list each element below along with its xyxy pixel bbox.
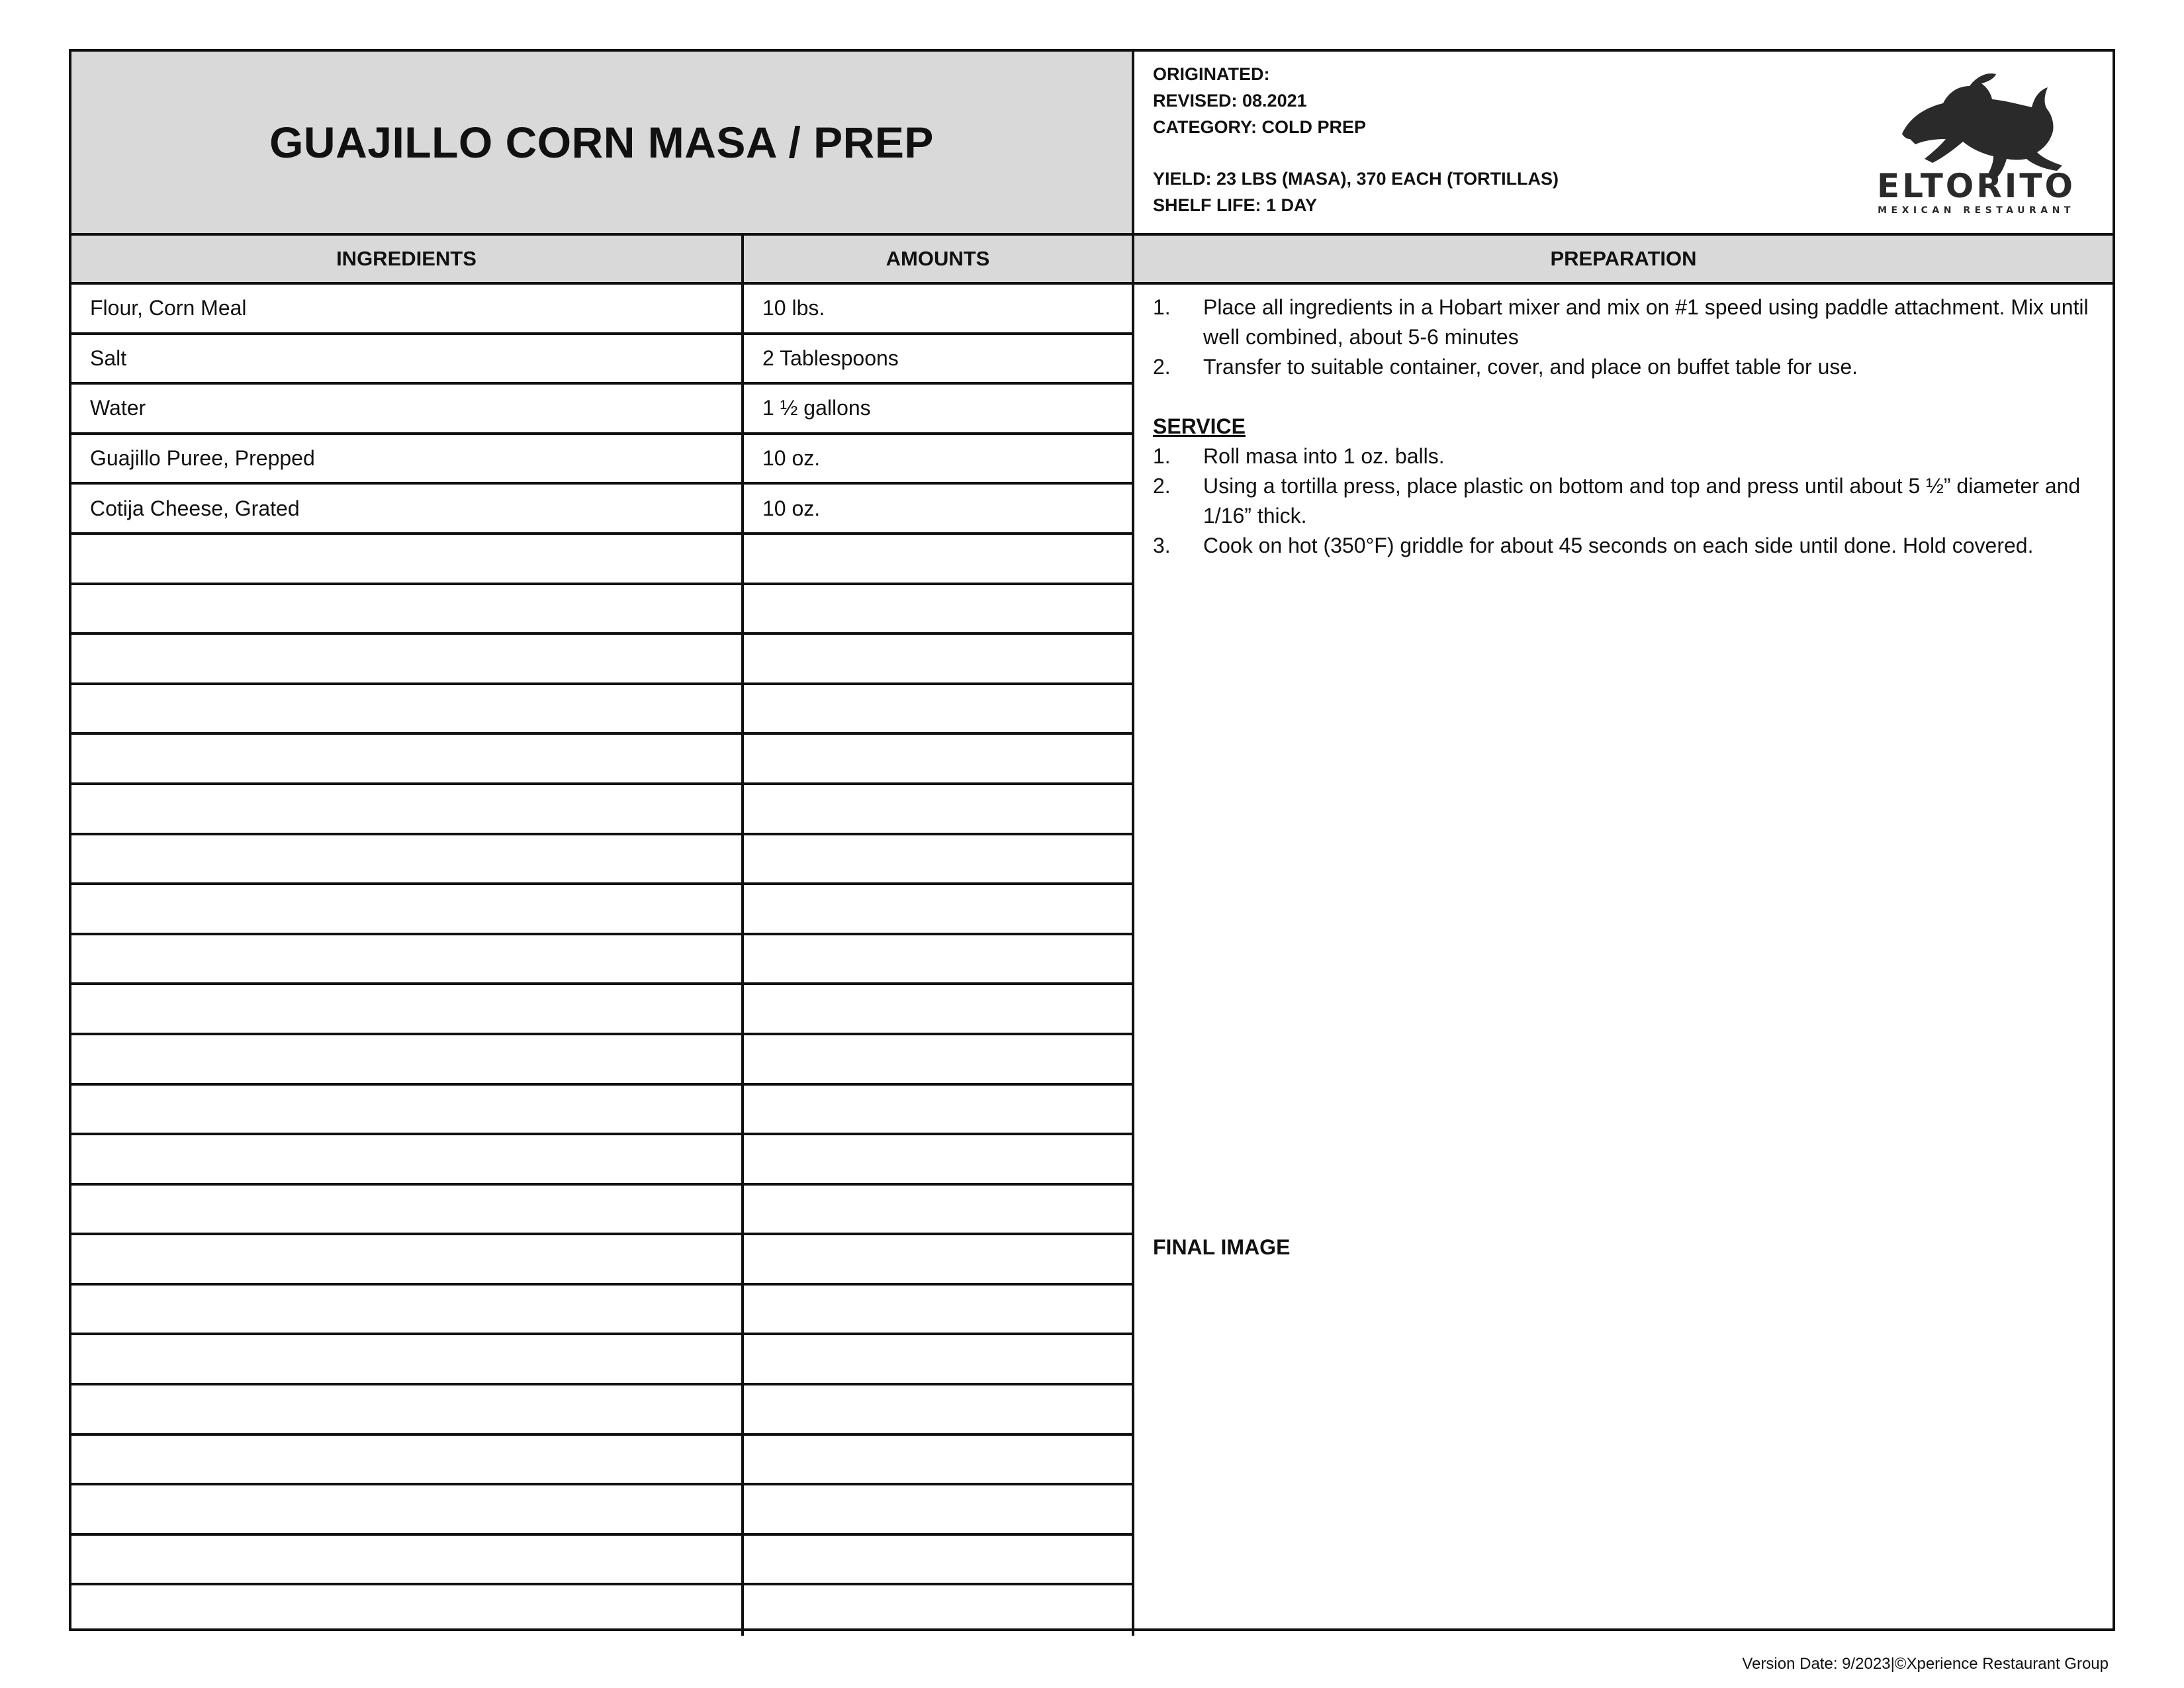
- ingredient-amount: [744, 1135, 1134, 1183]
- ingredients-table: [71, 285, 1134, 1636]
- shelf-life-label: SHELF LIFE: 1 DAY: [1153, 195, 1318, 215]
- preparation-header: PREPARATION: [1134, 236, 2113, 285]
- service-step: [1153, 531, 2093, 561]
- ingredient-name: Salt: [71, 335, 744, 383]
- revised-label: REVISED: 08.2021: [1153, 91, 1307, 111]
- ingredient-name: [71, 1585, 744, 1636]
- table-row: [71, 1186, 1134, 1236]
- table-row: [71, 985, 1134, 1035]
- category-label: CATEGORY: COLD PREP: [1153, 117, 1367, 137]
- table-row: [71, 385, 1134, 435]
- ingredient-amount: 1 ½ gallons: [744, 385, 1134, 432]
- amounts-header: AMOUNTS: [744, 236, 1134, 285]
- ingredient-name: [71, 1436, 744, 1483]
- ingredient-amount: [744, 1436, 1134, 1483]
- ingredient-name: Water: [71, 385, 744, 432]
- ingredient-amount: [744, 585, 1134, 633]
- yield-label: YIELD: 23 LBS (MASA), 370 EACH (TORTILLAS): [1153, 169, 1559, 189]
- step-text: Transfer to suitable container, cover, and place on buffet table for use.: [1203, 355, 1858, 379]
- step-text: Cook on hot (350°F) griddle for about 45 seconds on each side until done. Hold covered.: [1203, 534, 2034, 557]
- ingredient-name: [71, 935, 744, 983]
- table-row: [71, 785, 1134, 835]
- ingredient-name: [71, 1086, 744, 1133]
- logo-wordmark: ELTORITO: [1876, 167, 2076, 205]
- bull-icon: [1902, 73, 2062, 180]
- logo-tagline: MEXICAN RESTAURANT: [1878, 205, 2075, 216]
- ingredient-name: [71, 685, 744, 733]
- ingredient-amount: [744, 785, 1134, 833]
- table-row: [71, 1335, 1134, 1385]
- table-row: [71, 1235, 1134, 1286]
- recipe-title: GUAJILLO CORN MASA / PREP: [269, 118, 934, 167]
- ingredient-amount: 10 oz.: [744, 435, 1134, 483]
- ingredient-name: Cotija Cheese, Grated: [71, 485, 744, 532]
- ingredient-name: [71, 585, 744, 633]
- table-row: [71, 1286, 1134, 1336]
- ingredient-amount: [744, 635, 1134, 682]
- ingredient-amount: [744, 1235, 1134, 1283]
- ingredient-amount: [744, 985, 1134, 1033]
- table-row: [71, 1086, 1134, 1136]
- preparation-panel: [1134, 285, 2113, 1628]
- ingredient-name: [71, 635, 744, 682]
- table-row: [71, 885, 1134, 935]
- table-row: [71, 1536, 1134, 1586]
- service-steps: [1153, 442, 2093, 561]
- ingredient-name: [71, 885, 744, 933]
- ingredient-name: [71, 835, 744, 883]
- step-text: Using a tortilla press, place plastic on bottom and top and press until about 5 ½” diameter and 1/16” thick.: [1203, 474, 2081, 528]
- version-footer: Version Date: 9/2023|©Xperience Restaurant Group: [1742, 1655, 2109, 1673]
- ingredient-amount: [744, 685, 1134, 733]
- ingredient-name: [71, 1035, 744, 1083]
- prep-steps: [1153, 293, 2093, 382]
- el-torito-logo: [1864, 70, 2089, 218]
- table-row: [71, 935, 1134, 986]
- ingredient-amount: [744, 1536, 1134, 1583]
- ingredients-header: INGREDIENTS: [71, 236, 744, 285]
- service-step: [1153, 471, 2093, 531]
- step-number: 1.: [1153, 444, 1171, 468]
- service-step: [1153, 442, 2093, 471]
- table-row: [71, 735, 1134, 785]
- step-number: 2.: [1153, 474, 1171, 498]
- table-row: [71, 1585, 1134, 1636]
- ingredient-name: [71, 535, 744, 583]
- recipe-meta: [1134, 52, 2113, 236]
- table-row: [71, 1485, 1134, 1536]
- table-row: [71, 635, 1134, 685]
- ingredient-name: [71, 1135, 744, 1183]
- ingredient-name: Guajillo Puree, Prepped: [71, 435, 744, 483]
- originated-label: ORIGINATED:: [1153, 64, 1270, 84]
- table-row: [71, 435, 1134, 485]
- table-row: [71, 1436, 1134, 1486]
- ingredient-name: [71, 735, 744, 782]
- ingredient-amount: [744, 1485, 1134, 1533]
- ingredient-amount: 10 oz.: [744, 485, 1134, 532]
- table-row: [71, 585, 1134, 635]
- ingredient-amount: [744, 1585, 1134, 1636]
- ingredient-name: [71, 1536, 744, 1583]
- ingredient-name: Flour, Corn Meal: [71, 285, 744, 332]
- ingredient-name: [71, 1286, 744, 1333]
- ingredient-amount: [744, 1335, 1134, 1383]
- step-number: 3.: [1153, 534, 1171, 557]
- step-number: 2.: [1153, 355, 1171, 379]
- ingredient-name: [71, 1186, 744, 1233]
- ingredient-amount: 2 Tablespoons: [744, 335, 1134, 383]
- ingredient-name: [71, 1335, 744, 1383]
- table-row: [71, 335, 1134, 385]
- ingredient-amount: [744, 1286, 1134, 1333]
- ingredient-name: [71, 1235, 744, 1283]
- table-row: [71, 835, 1134, 886]
- table-row: [71, 485, 1134, 535]
- recipe-card: [69, 49, 2115, 1631]
- ingredient-amount: [744, 1385, 1134, 1433]
- step-text: Place all ingredients in a Hobart mixer and mix on #1 speed using paddle attachment. Mix until well combined, about 5-6 minutes: [1203, 295, 2089, 349]
- ingredient-amount: [744, 1035, 1134, 1083]
- table-row: [71, 1385, 1134, 1436]
- ingredient-name: [71, 985, 744, 1033]
- table-row: [71, 685, 1134, 735]
- ingredient-amount: [744, 735, 1134, 782]
- table-row: [71, 535, 1134, 585]
- step-text: Roll masa into 1 oz. balls.: [1203, 444, 1445, 468]
- table-row: [71, 1035, 1134, 1086]
- ingredient-name: [71, 1385, 744, 1433]
- ingredient-amount: [744, 1186, 1134, 1233]
- ingredient-amount: [744, 1086, 1134, 1133]
- ingredient-amount: [744, 935, 1134, 983]
- ingredient-name: [71, 785, 744, 833]
- prep-step: [1153, 293, 2093, 352]
- ingredient-amount: [744, 835, 1134, 883]
- table-row: [71, 1135, 1134, 1186]
- ingredient-amount: [744, 535, 1134, 583]
- ingredient-amount: [744, 885, 1134, 933]
- prep-step: [1153, 352, 2093, 382]
- final-image-label: FINAL IMAGE: [1153, 1235, 1291, 1259]
- table-row: [71, 285, 1134, 335]
- service-heading: SERVICE: [1153, 414, 1246, 438]
- step-number: 1.: [1153, 295, 1171, 319]
- ingredient-name: [71, 1485, 744, 1533]
- title-cell: [71, 52, 1134, 236]
- ingredient-amount: 10 lbs.: [744, 285, 1134, 332]
